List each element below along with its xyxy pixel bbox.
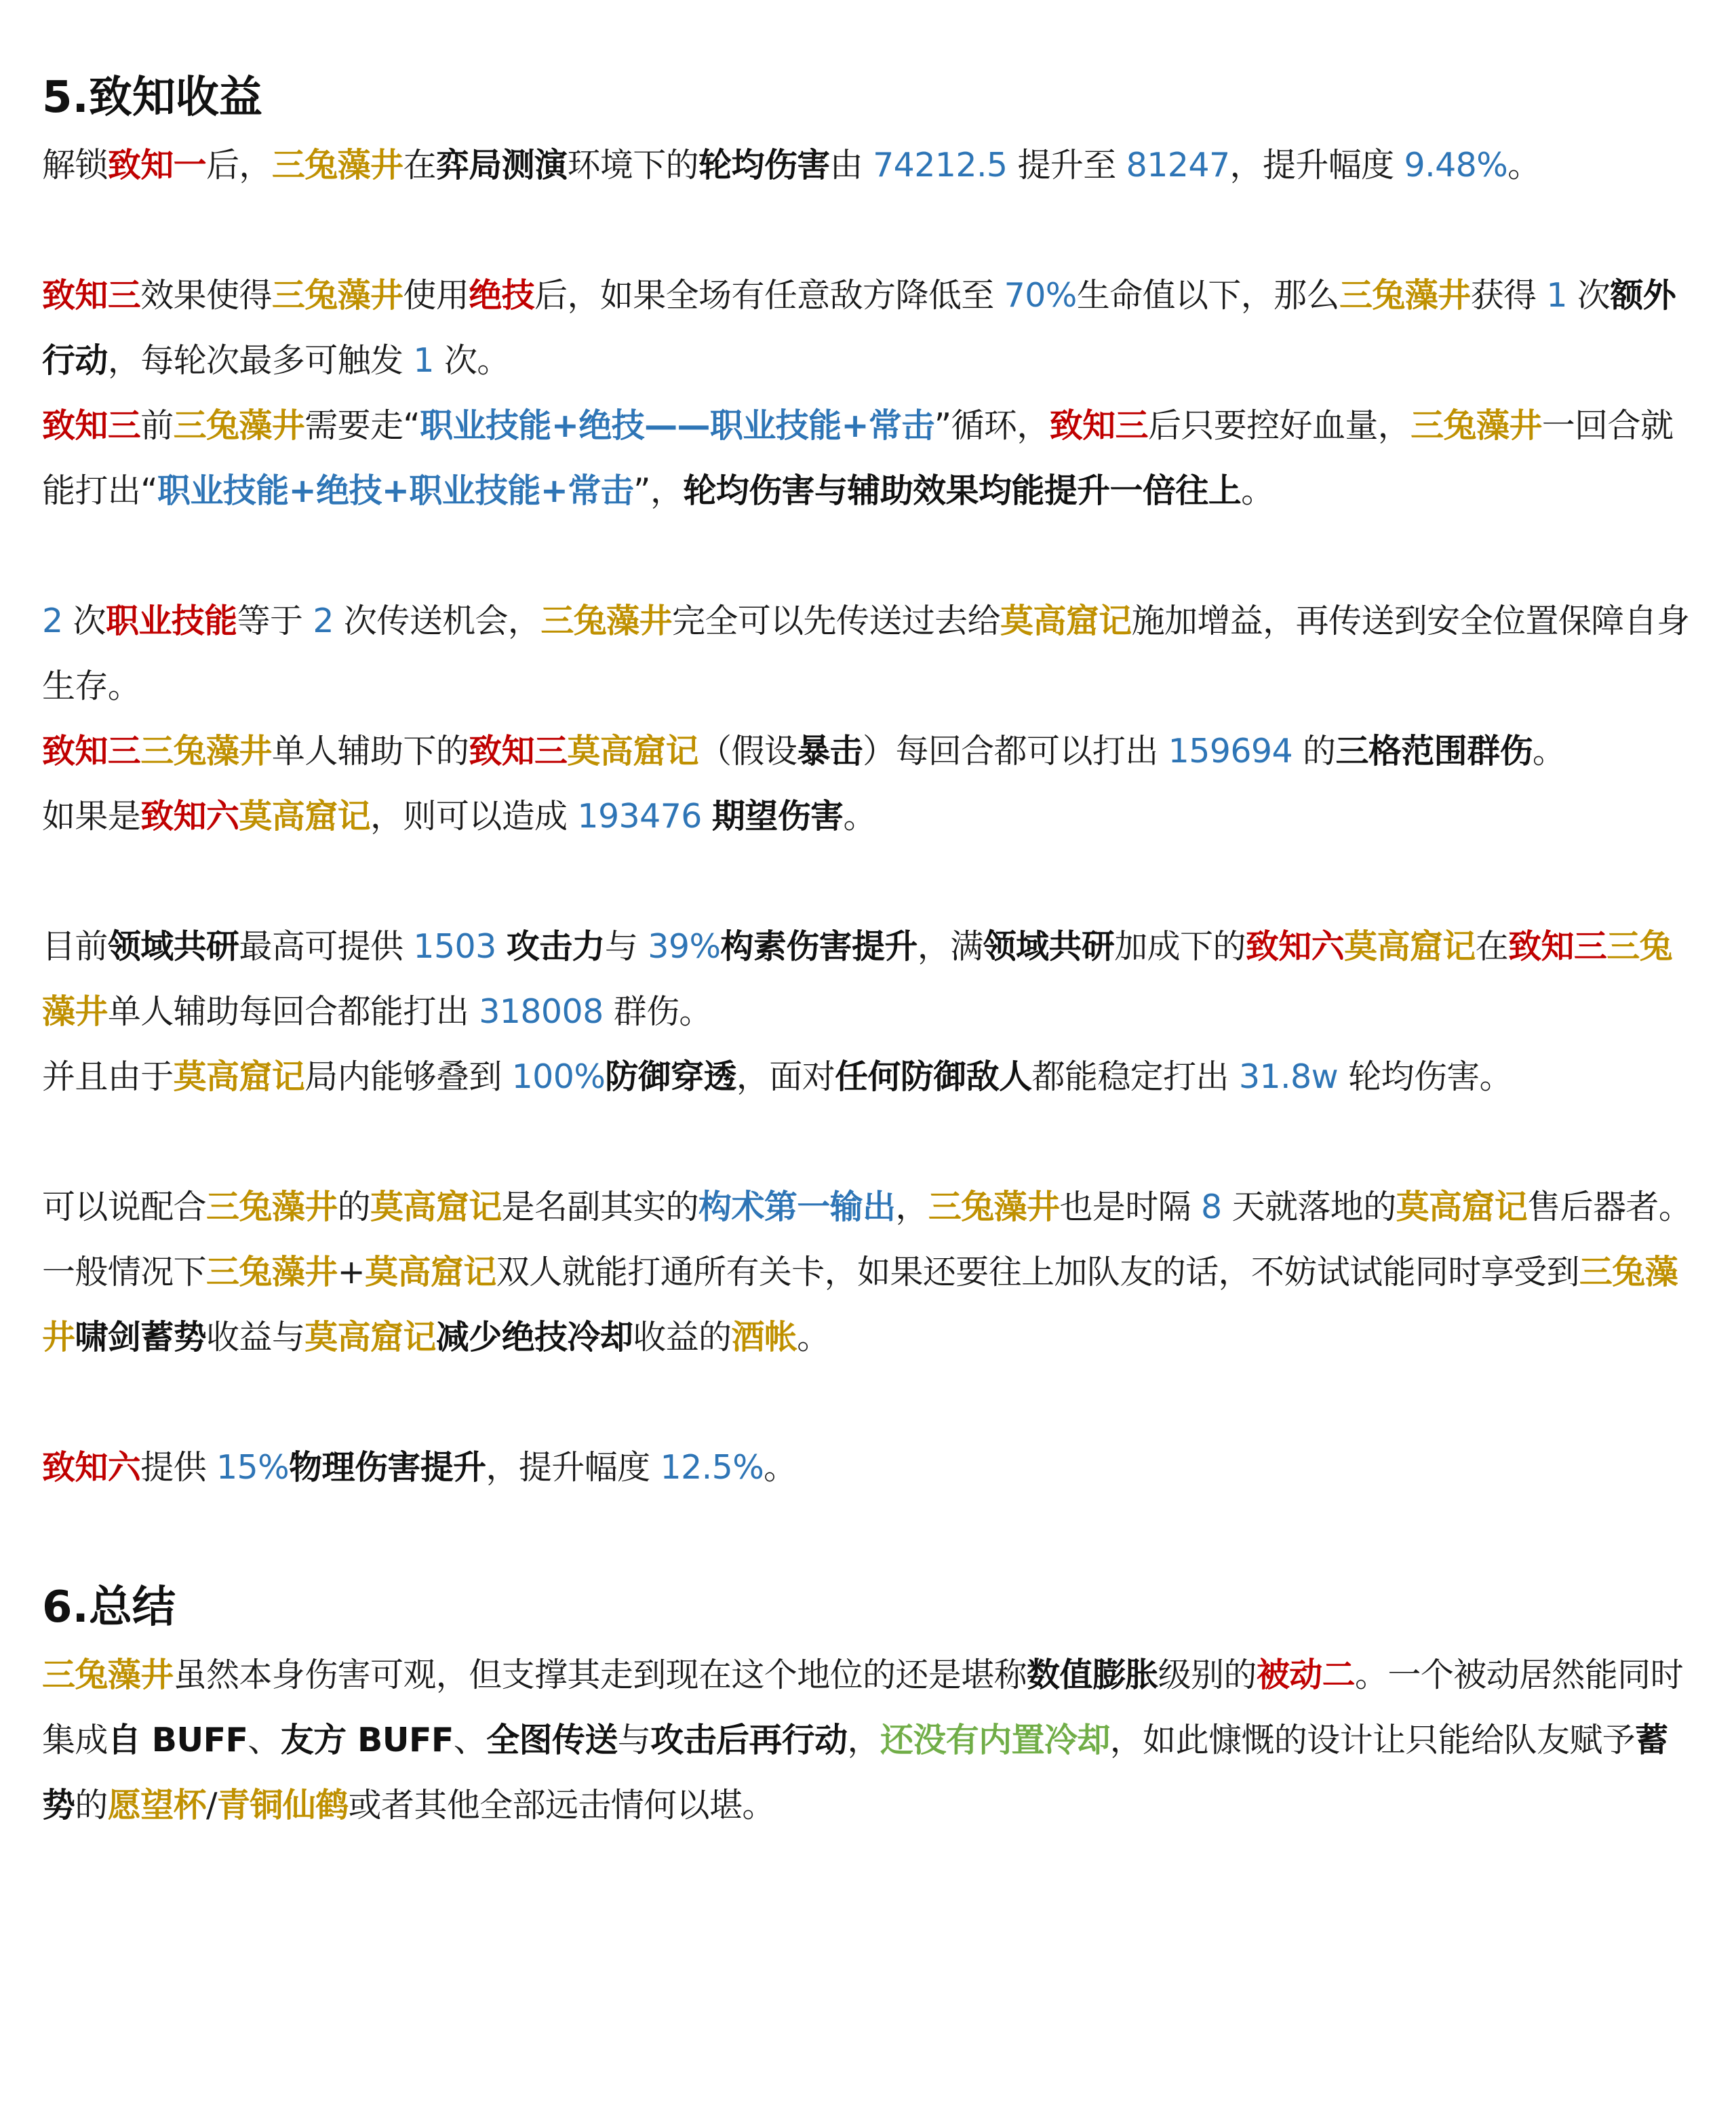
highlight-gold: 三兔藻井 [42, 927, 1673, 1031]
paragraph [42, 133, 1694, 198]
paragraph [42, 914, 1694, 1045]
paragraph-gap [42, 1370, 1694, 1435]
highlight-bold: 数值膨胀 [1027, 1656, 1158, 1694]
highlight-bold: 啸剑蓄势 [75, 1318, 207, 1357]
text-run: / [206, 1786, 217, 1824]
text-run: 完全可以先传送过去给 [671, 602, 1000, 640]
highlight-gold: 莫高窟记 [239, 797, 371, 836]
text-run: 虽然本身伤害可观，但支撑其走到现在这个地位的还是堪称 [173, 1656, 1027, 1694]
highlight-gold: 三兔藻井 [928, 1188, 1060, 1226]
text-run: 级别的 [1158, 1656, 1257, 1694]
highlight-gold: 莫高窟记 [365, 1253, 496, 1291]
paragraph-gap [42, 1110, 1694, 1175]
highlight-red: 致知三 [469, 732, 568, 770]
highlight-bold: 蓄势 [42, 1721, 1668, 1824]
text-run: 可以说配合 [42, 1188, 207, 1226]
text-run: 获得 [1470, 276, 1547, 315]
text-run: 加成下的 [1114, 927, 1246, 966]
highlight-red: 致知三 [42, 732, 141, 770]
number-value: 70% [1004, 276, 1077, 315]
text-run: ”循环， [934, 406, 1050, 445]
text-run: 次 [62, 602, 106, 640]
paragraph [42, 263, 1694, 393]
highlight-bold: 暴击 [797, 732, 863, 770]
text-run: 需要走“ [304, 406, 420, 445]
text-run: ）每回合都可以打出 [863, 732, 1168, 770]
highlight-gold: 三兔藻井 [42, 1656, 174, 1694]
text-run: 。 [1241, 471, 1274, 510]
number-value: 159694 [1168, 732, 1293, 770]
number-value: 31.8w [1238, 1057, 1339, 1096]
highlight-blue: 构术第一输出 [698, 1188, 896, 1226]
text-run: 效果使得 [140, 276, 272, 315]
text-run: 生命值以下，那么 [1076, 276, 1339, 315]
number-value: 1 [1546, 276, 1567, 315]
highlight-bold: 攻击力 [506, 927, 605, 966]
highlight-gold: 三兔藻井 [271, 276, 403, 315]
text-run: 后，如果全场有任意敌方降低至 [534, 276, 1004, 315]
highlight-gold: 三兔藻井 [1339, 276, 1471, 315]
text-run: 单人辅助每回合都能打出 [107, 992, 479, 1031]
text-run: 、 [248, 1721, 281, 1759]
text-run: ，提升幅度 [1229, 146, 1404, 184]
highlight-red: 致知三 [42, 406, 141, 445]
number-value: 12.5% [660, 1448, 764, 1487]
number-value: 193476 [577, 797, 702, 836]
highlight-bold: 攻击后再行动 [650, 1721, 848, 1759]
text-run: 。 [1507, 146, 1541, 184]
text-run: 售后器者。 [1527, 1188, 1692, 1226]
highlight-bold: 防御穿透 [605, 1057, 736, 1096]
text-run: 前 [140, 406, 174, 445]
text-run: 解锁 [42, 146, 108, 184]
text-run: 后只要控好血量， [1147, 406, 1411, 445]
text-run: 次 [1566, 276, 1611, 315]
text-run: 也是时隔 [1059, 1188, 1202, 1226]
highlight-bold: 三格范围群伤 [1335, 732, 1533, 770]
text-run: 与 [617, 1721, 651, 1759]
text-run: 局内能够叠到 [304, 1057, 512, 1096]
highlight-gold: 莫高窟记 [1000, 602, 1132, 640]
text-run: 。一个被动居然能同时集成 [42, 1656, 1684, 1759]
highlight-bold: 任何防御敌人 [835, 1057, 1032, 1096]
text-run: 与 [604, 927, 648, 966]
text-run: 在 [403, 146, 436, 184]
text-run: 目前 [42, 927, 108, 966]
paragraph [42, 784, 1694, 849]
highlight-red: 职业技能 [105, 602, 237, 640]
paragraph [42, 719, 1694, 784]
highlight-gold: 三兔藻井 [1410, 406, 1542, 445]
number-value: 100% [511, 1057, 606, 1096]
paragraph [42, 1045, 1694, 1110]
highlight-bold: 减少绝技冷却 [435, 1318, 633, 1357]
number-value: 1503 [413, 927, 496, 966]
text-run: 施加增益，再传送到安全位置保障自身生存。 [42, 602, 1690, 705]
text-run: + [337, 1253, 366, 1291]
number-value: 74212.5 [873, 146, 1008, 184]
section-5-body [42, 133, 1694, 1500]
text-run: 或者其他全部远击情何以堪。 [348, 1786, 775, 1824]
number-value: 2 [42, 602, 63, 640]
highlight-red: 致知一 [107, 146, 207, 184]
text-run: ，提升幅度 [486, 1448, 660, 1487]
text-run: 的 [1293, 732, 1336, 770]
highlight-bold: 友方 BUFF [280, 1721, 454, 1759]
highlight-gold: 三兔藻井 [173, 406, 305, 445]
text-run: 并且由于 [42, 1057, 174, 1096]
highlight-gold: 三兔藻井 [140, 732, 272, 770]
paragraph [42, 1643, 1694, 1838]
highlight-red: 致知三 [1049, 406, 1148, 445]
text-run: 是名副其实的 [501, 1188, 699, 1226]
highlight-bold: 领域共研 [107, 927, 239, 966]
text-run: 收益的 [633, 1318, 732, 1357]
text-run: 提供 [140, 1448, 216, 1487]
highlight-red: 致知三 [42, 276, 141, 315]
text-run: 天就落地的 [1221, 1188, 1396, 1226]
section-6-body [42, 1643, 1694, 1838]
number-value: 39% [648, 927, 721, 966]
highlight-green: 还没有内置冷却 [880, 1721, 1110, 1759]
paragraph [42, 393, 1694, 524]
highlight-gold: 三兔藻井 [540, 602, 672, 640]
text-run: 群伤。 [603, 992, 712, 1031]
text-run: 在 [1475, 927, 1509, 966]
text-run: 使用 [403, 276, 469, 315]
paragraph-gap [42, 849, 1694, 914]
highlight-gold: 莫高窟记 [370, 1188, 502, 1226]
highlight-bold: 构素伤害提升 [720, 927, 918, 966]
highlight-gold: 莫高窟记 [304, 1318, 436, 1357]
highlight-bold: 弈局测演 [435, 146, 568, 184]
highlight-red: 致知三 [1508, 927, 1607, 966]
number-value: 9.48% [1404, 146, 1508, 184]
paragraph-gap [42, 198, 1694, 263]
highlight-red: 被动二 [1256, 1656, 1356, 1694]
text-run: 。 [843, 797, 876, 836]
highlight-gold: 三兔藻井 [271, 146, 403, 184]
text-run: 次。 [433, 341, 510, 380]
highlight-gold: 酒帐 [731, 1318, 797, 1357]
text-run: 由 [829, 146, 873, 184]
number-value: 81247 [1126, 146, 1230, 184]
highlight-gold: 三兔藻井 [206, 1253, 338, 1291]
text-run: ，面对 [736, 1057, 835, 1096]
paragraph [42, 1240, 1694, 1370]
paragraph [42, 589, 1694, 719]
text-run: 后， [206, 146, 272, 184]
text-run: 的 [75, 1786, 108, 1824]
highlight-red: 致知六 [42, 1448, 141, 1487]
number-value: 1 [413, 341, 434, 380]
section-6-title: 6.总结 [42, 1582, 176, 1633]
highlight-gold: 莫高窟记 [567, 732, 699, 770]
highlight-bold: 自 BUFF [107, 1721, 248, 1759]
highlight-bold: 全图传送 [486, 1721, 618, 1759]
text-run: ， [847, 1721, 880, 1759]
text-run: 收益与 [206, 1318, 305, 1357]
text-run: 单人辅助下的 [271, 732, 469, 770]
text-run: ， [895, 1188, 928, 1226]
section-gap [42, 1500, 1694, 1575]
text-run: 次传送机会， [333, 602, 541, 640]
highlight-blue: 职业技能+绝技+职业技能+常击 [157, 471, 634, 510]
text-run: ”， [633, 471, 684, 510]
highlight-gold: 莫高窟记 [1396, 1188, 1528, 1226]
text-run: ，满 [917, 927, 983, 966]
text-run: 、 [453, 1721, 487, 1759]
number-value: 8 [1201, 1188, 1222, 1226]
text-run: 最高可提供 [239, 927, 414, 966]
text-run: 等于 [237, 602, 313, 640]
text-run: 双人就能打通所有关卡，如果还要往上加队友的话，不妨试试能同时享受到 [496, 1253, 1579, 1291]
highlight-bold: 期望伤害 [711, 797, 844, 836]
text-run [496, 927, 507, 966]
paragraph-gap [42, 524, 1694, 589]
number-value: 2 [313, 602, 334, 640]
highlight-gold: 三兔藻井 [206, 1188, 338, 1226]
text-run: 一般情况下 [42, 1253, 207, 1291]
highlight-bold: 轮均伤害与辅助效果均能提升一倍往上 [683, 471, 1242, 510]
text-run: 。 [1532, 732, 1566, 770]
text-run: 的 [337, 1188, 371, 1226]
text-run: 提升至 [1007, 146, 1126, 184]
highlight-gold: 莫高窟记 [173, 1057, 305, 1096]
paragraph [42, 1435, 1694, 1500]
document [42, 65, 1694, 1838]
number-value: 15% [216, 1448, 290, 1487]
highlight-gold: 三兔藻井 [42, 1253, 1678, 1357]
highlight-bold: 额外行动 [42, 276, 1676, 380]
text-run: 都能稳定打出 [1031, 1057, 1239, 1096]
highlight-red: 致知六 [1245, 927, 1345, 966]
text-run: 环境下的 [567, 146, 699, 184]
highlight-blue: 职业技能+绝技——职业技能+常击 [420, 406, 934, 445]
highlight-red: 绝技 [469, 276, 535, 315]
text-run: ，如此慷慨的设计让只能给队友赋予 [1109, 1721, 1636, 1759]
text-run: ，每轮次最多可触发 [107, 341, 414, 380]
text-run: ，则可以造成 [370, 797, 578, 836]
highlight-gold: 愿望杯 [107, 1786, 207, 1824]
text-run: 如果是 [42, 797, 141, 836]
highlight-gold: 莫高窟记 [1344, 927, 1476, 966]
text-run: 轮均伤害。 [1338, 1057, 1513, 1096]
highlight-red: 致知六 [140, 797, 239, 836]
highlight-bold: 轮均伤害 [698, 146, 830, 184]
text-run: 。 [797, 1318, 830, 1357]
number-value: 318008 [479, 992, 604, 1031]
highlight-gold: 青铜仙鹤 [216, 1786, 349, 1824]
highlight-bold: 领域共研 [983, 927, 1115, 966]
section-5-title: 5.致知收益 [42, 73, 262, 123]
paragraph [42, 1175, 1694, 1240]
text-run: 一回合就能打出“ [42, 406, 1674, 510]
text-run: （假设 [698, 732, 797, 770]
highlight-bold: 物理伤害提升 [289, 1448, 486, 1487]
text-run [702, 797, 712, 836]
text-run: 。 [764, 1448, 797, 1487]
